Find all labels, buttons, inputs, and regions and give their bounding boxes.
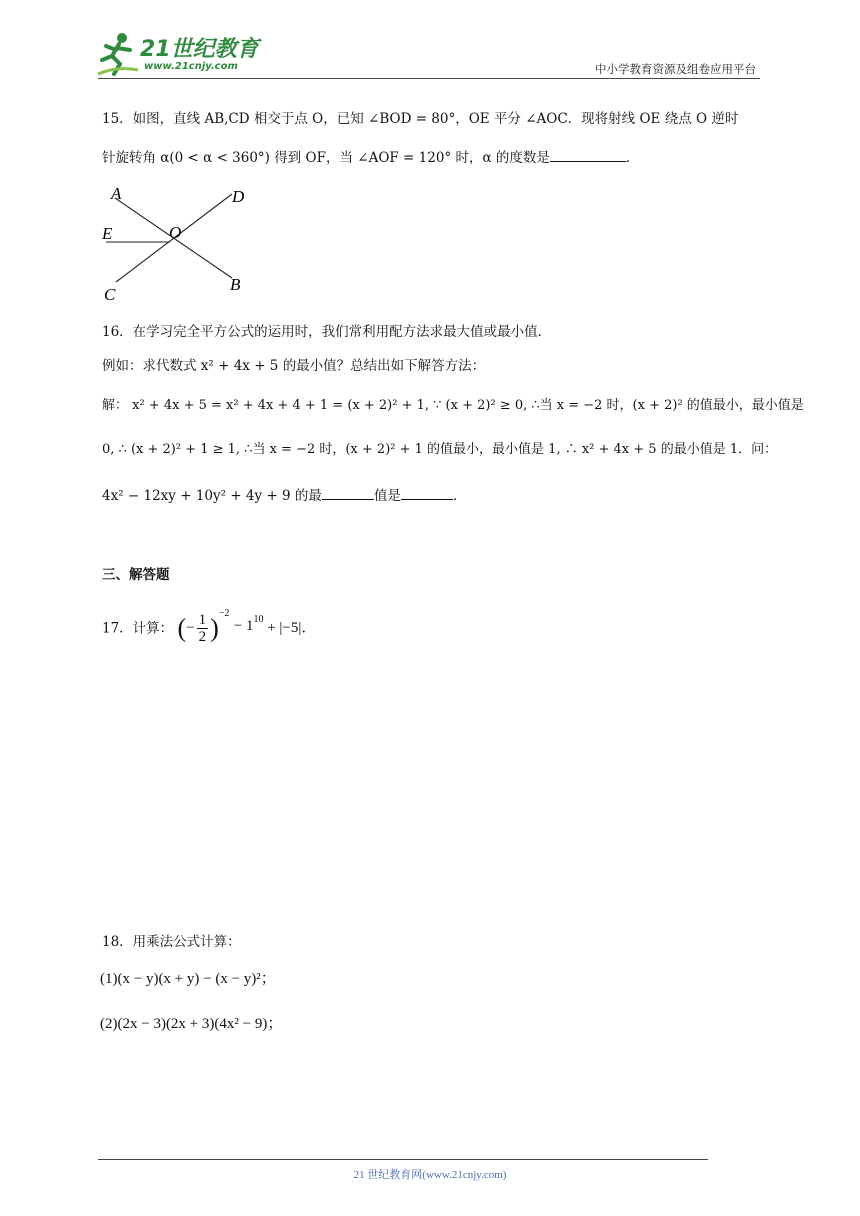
q18-part2: (2)(2x − 3)(2x + 3)(4x² − 9)； [100,1016,283,1032]
q17-fraction-group: (− $\frac{1}{2}$ )$^{-2}$ [177,608,230,646]
q18-line1: 18．用乘法公式计算： [102,934,241,950]
label-c: C [104,285,116,304]
q16-blank-2 [401,485,453,500]
q17-line [102,608,316,645]
q15-line1: 15．如图，直线 AB,CD 相交于点 O，已知 ∠BOD = 80°，OE 平分 ∠AOC．现将射线 OE 绕点 O 逆时 [102,111,739,127]
header-divider [98,78,760,79]
logo-text: 21世纪教育 [140,37,259,62]
q15-line2-text: 针旋转角 α(0 < α < 360°) 得到 OF，当 ∠AOF = 120° 时，α 的度数是 [102,150,550,166]
label-e: E [102,224,113,243]
q17-exponent: −2 [218,608,230,619]
q16-period: ． [452,488,467,504]
q17-expr-tail: − 1 [233,618,254,635]
q16-blank-1 [322,485,374,500]
q16-expression: 4x² − 12xy + 10y² + 4y + 9 的最 [102,488,322,504]
q15-answer-blank [550,147,626,162]
footer-divider [98,1159,708,1160]
q18-part1: (1)(x − y)(x + y) − (x − y)²； [100,971,276,987]
q17-exp10: 10 [253,614,264,626]
logo-url: www.21cnjy.com [144,61,238,72]
q16-line3: 解： x² + 4x + 5 = x² + 4x + 4 + 1 = (x + 2)² + 1, ∵ (x + 2)² ≥ 0, ∴当 x = −2 时，(x + 2)² 的值最小，最小值是 [102,398,804,413]
footer-text[interactable]: 21 世纪教育网(www.21cnjy.com) [353,1169,507,1181]
label-d: D [232,187,245,206]
q16-value-text: 值是 [373,488,401,504]
q17-tail: + |−5|． [263,620,317,637]
q15-figure [98,180,258,305]
header-platform-text: 中小学教育资源及组卷应用平台 [595,62,756,76]
q17-frac-num: 1 [198,612,207,629]
q15-line2 [102,146,639,166]
q17-frac-den: 2 [198,629,207,646]
q16-line4: 0, ∴ (x + 2)² + 1 ≥ 1, ∴当 x = −2 时，(x + 2)² + 1 的值最小，最小值是 1, ∴ x² + 4x + 5 的最小值是 1．问： [102,442,778,457]
label-a: A [111,184,122,203]
q16-line1: 16．在学习完全平方公式的运用时，我们常利用配方法求最大值或最小值． [102,324,552,340]
label-b: B [230,275,241,294]
section-title: 三、解答题 [102,567,170,583]
runner-icon [92,30,142,78]
q17-prefix: 17．计算： [102,620,174,637]
label-o: O [169,223,182,242]
q15-period: ． [625,150,640,166]
site-logo [92,30,262,80]
q16-line2: 例如：求代数式 x² + 4x + 5 的最小值？总结出如下解答方法： [102,358,486,374]
q16-line5 [102,484,466,504]
